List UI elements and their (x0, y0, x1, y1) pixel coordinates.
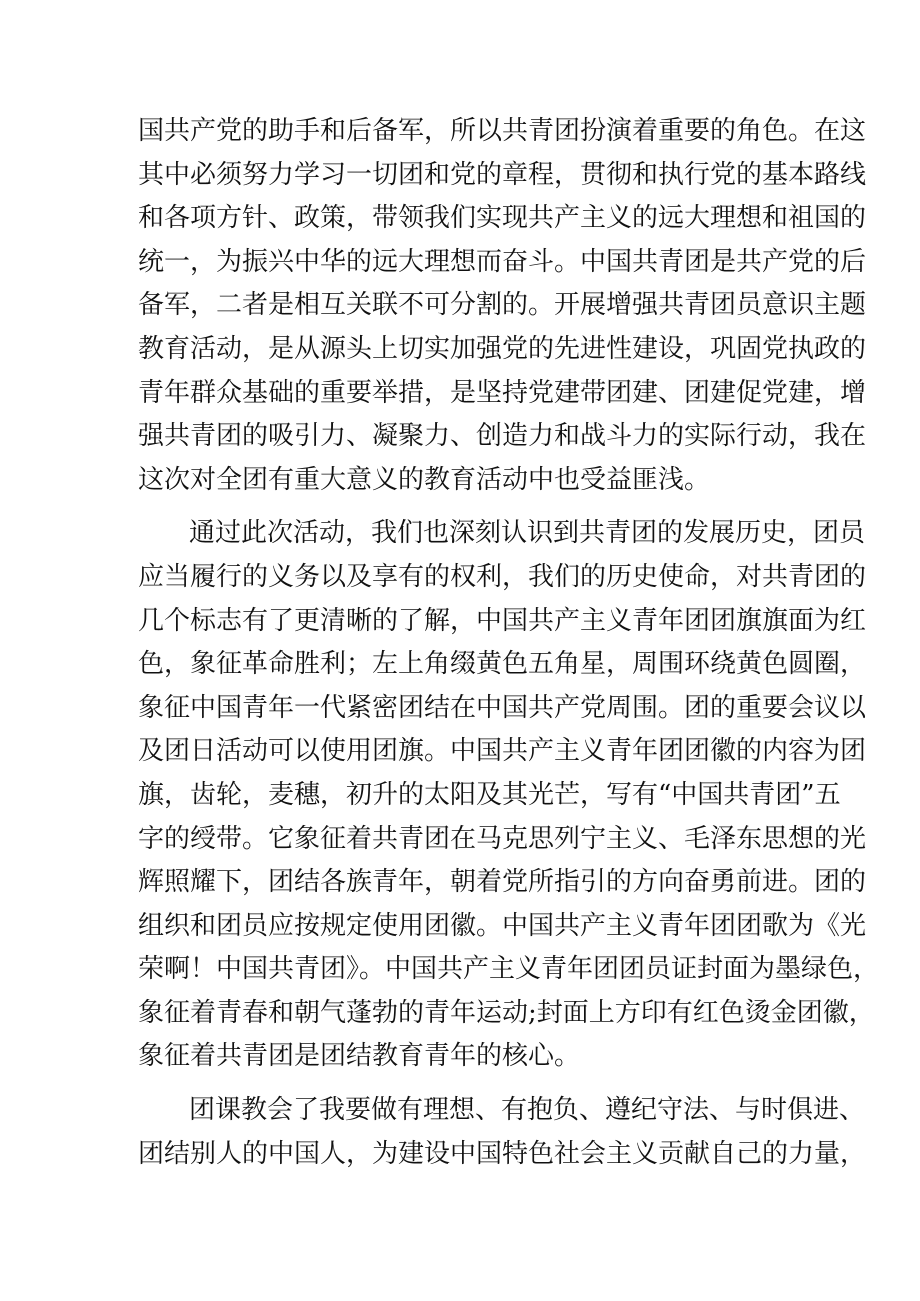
paragraph-line: 荣啊！中国共青团》。中国共产主义青年团团员证封面为墨绿色， (138, 954, 880, 985)
paragraph-line: 教育活动，是从源头上切实加强党的先进性建设，巩固党执政的 (138, 333, 867, 364)
paragraph-3 (138, 1089, 867, 1176)
paragraph-line: 象征着共青团是团结教育青年的核心。 (138, 1041, 581, 1072)
paragraph-line: 统一，为振兴中华的远大理想而奋斗。中国共青团是共产党的后 (138, 246, 867, 277)
paragraph-line: 及团日活动可以使用团旗。中国共产主义青年团团徽的内容为团 (138, 736, 867, 767)
paragraph-line: 和各项方针、政策，带领我们实现共产主义的远大理想和祖国的 (138, 203, 867, 234)
paragraph-line: 字的绶带。它象征着共青团在马克思列宁主义、毛泽东思想的光 (138, 823, 867, 854)
paragraph-line: 象征中国青年一代紧密团结在中国共产党周围。团的重要会议以 (138, 692, 867, 723)
paragraph-line: 国共产党的助手和后备军，所以共青团扮演着重要的角色。在这 (138, 116, 867, 146)
paragraph-line: 这次对全团有重大意义的教育活动中也受益匪浅。 (138, 464, 711, 495)
paragraph-spacing (138, 502, 808, 512)
paragraph-line: 其中必须努力学习一切团和党的章程，贯彻和执行党的基本路线 (138, 159, 867, 190)
paragraph-line: 备军，二者是相互关联不可分割的。开展增强共青团员意识主题 (138, 290, 867, 321)
document-body (138, 110, 880, 1176)
paragraph-line: 强共青团的吸引力、凝聚力、创造力和战斗力的实际行动，我在 (138, 421, 867, 452)
paragraph-line: 团结别人的中国人，为建设中国特色社会主义贡献自己的力量， (138, 1138, 867, 1169)
paragraph-line: 旗，齿轮，麦穗，初升的太阳及其光芒，写有“中国共青团”五 (138, 779, 841, 810)
paragraph-line: 几个标志有了更清晰的了解，中国共产主义青年团团旗旗面为红 (138, 605, 867, 636)
paragraph-line: 应当履行的义务以及享有的权利，我们的历史使命，对共青团的 (138, 561, 867, 592)
paragraph-line: 通过此次活动，我们也深刻认识到共青团的发展历史，团员 (189, 518, 866, 549)
paragraph-2 (138, 512, 880, 1079)
paragraph-line: 团课教会了我要做有理想、有抱负、遵纪守法、与时俱进、 (189, 1095, 866, 1126)
paragraph-line: 青年群众基础的重要举措，是坚持党建带团建、团建促党建，增 (138, 377, 867, 408)
paragraph-line: 组织和团员应按规定使用团徽。中国共产主义青年团团歌为《光 (138, 910, 867, 941)
paragraph-line: 色，象征革命胜利；左上角缀黄色五角星，周围环绕黄色圆圈， (138, 649, 867, 680)
paragraph-line: 辉照耀下，团结各族青年，朝着党所指引的方向奋勇前进。团的 (138, 867, 867, 898)
paragraph-line: 象征着青春和朝气蓬勃的青年运动;封面上方印有红色烫金团徽， (138, 997, 875, 1028)
paragraph-1 (138, 110, 867, 502)
paragraph-spacing (138, 1079, 808, 1089)
